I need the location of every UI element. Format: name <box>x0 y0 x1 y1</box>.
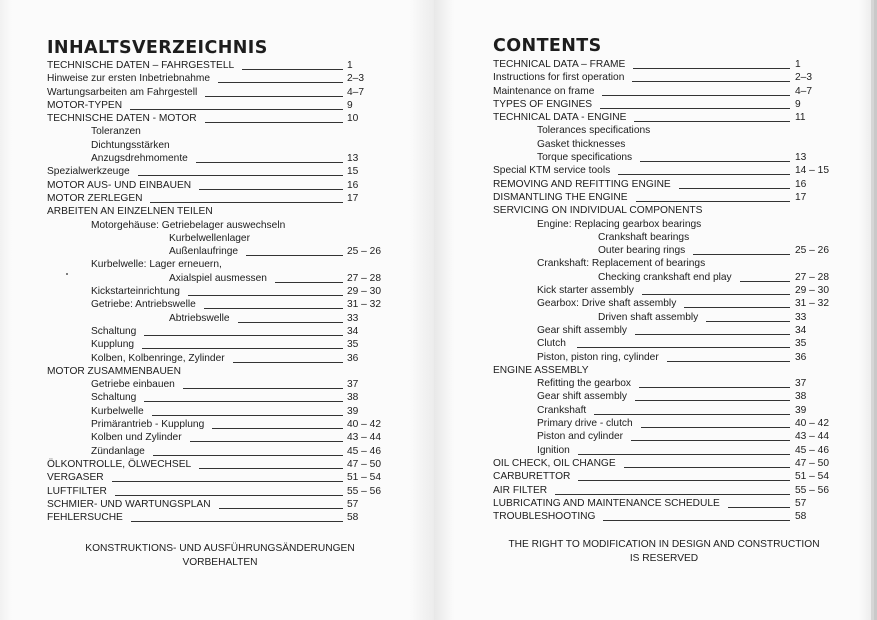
leader-line <box>594 414 790 415</box>
leader-line <box>153 455 343 456</box>
leader-line <box>219 508 343 509</box>
toc-entry-title: DISMANTLING THE ENGINE <box>493 191 628 203</box>
toc-entry <box>434 191 874 204</box>
toc-entry-title: Clutch <box>537 338 566 350</box>
toc-entry-title: Toleranzen <box>91 126 141 138</box>
toc-entry-title: FEHLERSUCHE <box>47 512 123 524</box>
toc-entry <box>434 457 874 470</box>
toc-entry-pages: 13 <box>347 153 359 165</box>
toc-entry-pages: 13 <box>795 152 807 164</box>
toc-entry-pages: 15 <box>347 166 359 178</box>
toc-entry-title: ÖLKONTROLLE, ÖLWECHSEL <box>47 458 192 470</box>
toc-entry <box>0 378 434 391</box>
toc-entry-title: REMOVING AND REFITTING ENGINE <box>493 178 671 190</box>
print-speck <box>66 273 68 275</box>
toc-entry-title: Engine: Replacing gearbox bearings <box>537 218 702 230</box>
toc-entry-title: LUFTFILTER <box>47 485 107 497</box>
toc-entry-pages: 45 – 46 <box>795 444 829 456</box>
toc-entry-pages: 16 <box>347 179 359 191</box>
toc-entry-title: Kickstarteinrichtung <box>91 286 180 298</box>
toc-entry-pages: 47 – 50 <box>795 457 829 469</box>
toc-entry-title: TECHNICAL DATA - ENGINE <box>493 112 627 124</box>
toc-entry <box>434 364 874 377</box>
leader-line <box>640 161 790 162</box>
toc-entry-pages: 4–7 <box>795 85 812 97</box>
leader-line <box>679 188 790 189</box>
toc-entry-title: LUBRICATING AND MAINTENANCE SCHEDULE <box>493 497 720 509</box>
toc-entry <box>0 86 434 99</box>
toc-entry <box>434 271 874 284</box>
toc-entry-title: CARBURETTOR <box>493 471 571 483</box>
toc-entry-title: Kurbelwelle: Lager erneuern, <box>91 259 222 271</box>
toc-entry-title: MOTOR ZERLEGEN <box>47 192 143 204</box>
leader-line <box>142 348 343 349</box>
toc-entry-pages: 55 – 56 <box>795 484 829 496</box>
toc-entry-title: Refitting the gearbox <box>537 378 632 390</box>
toc-entry-pages: 2–3 <box>795 72 812 84</box>
leader-line <box>115 495 343 496</box>
toc-entry-pages: 4–7 <box>347 86 364 98</box>
toc-entry <box>434 337 874 350</box>
toc-entry <box>434 98 874 111</box>
toc-entry-title: Schaltung <box>91 325 137 337</box>
leader-line <box>204 308 343 309</box>
toc-entry <box>0 245 434 258</box>
toc-entry-title: TECHNICAL DATA – FRAME <box>493 59 626 70</box>
leader-line <box>238 322 343 323</box>
toc-entry-title: Crankshaft: Replacement of bearings <box>537 258 706 270</box>
toc-entry-pages: 45 – 46 <box>347 445 381 457</box>
toc-entry-title: Axialspiel ausmessen <box>169 272 267 284</box>
toc-entry-title: Anzugsdrehmomente <box>91 153 188 165</box>
toc-entry-pages: 9 <box>347 99 353 111</box>
leader-line <box>199 468 343 469</box>
toc-entry-title: Crankshaft <box>537 404 587 416</box>
toc-entry-title: Kupplung <box>91 339 135 351</box>
toc-entry <box>0 445 434 458</box>
toc-entry-title: Getriebe: Antriebswelle <box>91 299 196 311</box>
leader-line <box>600 108 790 109</box>
toc-entry-title: Kick starter assembly <box>537 285 634 297</box>
leader-line <box>602 95 790 96</box>
toc-entry <box>434 204 874 217</box>
toc-entry <box>434 71 874 84</box>
footer-note <box>484 538 844 566</box>
toc-entry-pages: 58 <box>795 511 807 523</box>
leader-line <box>152 415 343 416</box>
toc-entry <box>0 219 434 232</box>
toc-entry-title: Getriebe einbauen <box>91 379 175 391</box>
toc-entry <box>434 404 874 417</box>
footer-note <box>40 542 400 570</box>
toc-entry <box>434 257 874 270</box>
leader-line <box>130 109 343 110</box>
leader-line <box>183 388 343 389</box>
toc-entry <box>0 112 434 125</box>
toc-entry <box>434 484 874 497</box>
toc-entry <box>434 510 874 523</box>
toc-entry-pages: 9 <box>795 98 801 110</box>
toc-entry-title: SCHMIER- UND WARTUNGSPLAN <box>47 498 211 510</box>
toc-entry-pages: 31 – 32 <box>795 298 829 310</box>
leader-line <box>144 335 343 336</box>
toc-entry-pages: 58 <box>347 512 359 524</box>
toc-entry-pages: 27 – 28 <box>347 272 381 284</box>
toc-entry-title: OIL CHECK, OIL CHANGE <box>493 457 616 469</box>
toc-entry <box>0 312 434 325</box>
toc-entry-pages: 34 <box>795 324 807 336</box>
leader-line <box>634 121 790 122</box>
leader-line <box>218 82 343 83</box>
toc-entry <box>0 485 434 498</box>
toc-entry <box>0 192 434 205</box>
toc-entry-title: Zündanlage <box>91 445 145 457</box>
toc-entry-title: TECHNISCHE DATEN - MOTOR <box>47 113 197 125</box>
leader-line <box>635 334 790 335</box>
toc-entry-title: Abtriebswelle <box>169 312 230 324</box>
toc-entry-pages: 2–3 <box>347 73 364 85</box>
toc-entry-title: Maintenance on frame <box>493 85 595 97</box>
toc-entry-title: Kurbelwelle <box>91 405 144 417</box>
leader-line <box>144 401 343 402</box>
toc-entry <box>434 85 874 98</box>
toc-entry <box>0 338 434 351</box>
toc-entry-pages: 16 <box>795 178 807 190</box>
leader-line <box>636 201 790 202</box>
toc-entry-title: AIR FILTER <box>493 484 548 496</box>
footer-line: KONSTRUKTIONS- UND AUSFÜHRUNGSÄNDERUNGEN <box>85 543 355 554</box>
toc-entry <box>0 232 434 245</box>
leader-line <box>205 122 343 123</box>
leader-line <box>578 454 790 455</box>
toc-entry <box>0 325 434 338</box>
toc-entry-title: Driven shaft assembly <box>598 311 699 323</box>
toc-list <box>0 59 434 524</box>
toc-entry-title: Wartungsarbeiten am Fahrgestell <box>47 86 198 98</box>
toc-entry-pages: 25 – 26 <box>347 246 381 258</box>
toc-entry-title: TECHNISCHE DATEN – FAHRGESTELL <box>47 60 235 71</box>
toc-entry-title: SERVICING ON INDIVIDUAL COMPONENTS <box>493 205 703 217</box>
toc-entry <box>0 139 434 152</box>
toc-entry-pages: 57 <box>795 497 807 509</box>
toc-list <box>434 58 874 523</box>
leader-line <box>196 162 343 163</box>
toc-entry <box>434 151 874 164</box>
toc-entry <box>0 285 434 298</box>
toc-entry-pages: 35 <box>795 338 807 350</box>
toc-entry <box>434 470 874 483</box>
toc-entry <box>434 218 874 231</box>
leader-line <box>624 467 790 468</box>
toc-entry-title: Gear shift assembly <box>537 324 628 336</box>
toc-entry <box>434 390 874 403</box>
toc-entry <box>0 99 434 112</box>
footer-line: IS RESERVED <box>629 553 699 564</box>
leader-line <box>233 362 343 363</box>
toc-entry-pages: 51 – 54 <box>347 472 381 484</box>
footer-line: THE RIGHT TO MODIFICATION IN DESIGN AND CONSTRUCTION <box>508 539 820 550</box>
toc-entry-title: ENGINE ASSEMBLY <box>493 364 589 376</box>
toc-entry-pages: 39 <box>795 404 807 416</box>
toc-entry-title: Gearbox: Drive shaft assembly <box>537 298 677 310</box>
leader-line <box>684 307 790 308</box>
toc-entry-title: Außenlaufringe <box>169 246 239 258</box>
toc-entry-pages: 17 <box>795 191 807 203</box>
leader-line <box>242 69 343 70</box>
toc-entry <box>0 498 434 511</box>
toc-entry-title: Checking crankshaft end play <box>598 271 732 283</box>
toc-entry <box>434 284 874 297</box>
toc-entry-title: MOTOR AUS- UND EINBAUEN <box>47 179 192 191</box>
page-heading: INHALTSVERZEICHNIS <box>47 38 268 58</box>
toc-entry-title: Piston, piston ring, cylinder <box>537 351 659 363</box>
toc-entry-pages: 1 <box>347 60 353 71</box>
leader-line <box>578 480 790 481</box>
leader-line <box>635 400 790 401</box>
toc-entry-pages: 14 – 15 <box>795 165 829 177</box>
toc-entry <box>434 178 874 191</box>
toc-entry-pages: 27 – 28 <box>795 271 829 283</box>
toc-entry <box>0 352 434 365</box>
toc-entry-pages: 57 <box>347 498 359 510</box>
toc-entry-title: Primärantrieb - Kupplung <box>91 419 205 431</box>
toc-entry-title: Outer bearing rings <box>598 245 686 257</box>
toc-entry <box>434 138 874 151</box>
toc-entry-pages: 25 – 26 <box>795 245 829 257</box>
toc-entry-pages: 33 <box>347 312 359 324</box>
toc-entry <box>0 298 434 311</box>
toc-entry <box>434 231 874 244</box>
toc-entry <box>434 351 874 364</box>
toc-entry <box>434 297 874 310</box>
right-page <box>434 0 874 620</box>
toc-entry-title: TROUBLESHOOTING <box>493 511 596 523</box>
leader-line <box>205 96 343 97</box>
toc-entry <box>0 365 434 378</box>
left-page <box>0 0 434 620</box>
leader-line <box>212 428 343 429</box>
toc-entry-title: Crankshaft bearings <box>598 231 690 243</box>
toc-entry <box>0 125 434 138</box>
toc-entry <box>0 405 434 418</box>
toc-entry-title: Primary drive - clutch <box>537 418 633 430</box>
toc-entry <box>0 431 434 444</box>
toc-entry-pages: 40 – 42 <box>795 418 829 430</box>
leader-line <box>633 68 790 69</box>
leader-line <box>639 387 790 388</box>
toc-entry <box>0 59 434 72</box>
toc-entry-title: Kolben, Kolbenringe, Zylinder <box>91 352 225 364</box>
leader-line <box>138 175 343 176</box>
toc-entry <box>0 471 434 484</box>
toc-entry <box>434 244 874 257</box>
toc-entry <box>0 72 434 85</box>
toc-entry-pages: 17 <box>347 192 359 204</box>
leader-line <box>555 494 790 495</box>
leader-line <box>150 202 343 203</box>
leader-line <box>641 427 790 428</box>
toc-entry-pages: 31 – 32 <box>347 299 381 311</box>
toc-entry-pages: 36 <box>795 351 807 363</box>
leader-line <box>199 189 343 190</box>
toc-entry-title: Tolerances specifications <box>537 125 651 137</box>
toc-entry <box>434 124 874 137</box>
toc-entry <box>434 164 874 177</box>
toc-entry <box>0 205 434 218</box>
toc-entry-title: Torque specifications <box>537 152 633 164</box>
toc-entry <box>0 152 434 165</box>
toc-entry-pages: 35 <box>347 339 359 351</box>
toc-entry-title: Hinweise zur ersten Inbetriebnahme <box>47 73 211 85</box>
toc-entry-pages: 47 – 50 <box>347 458 381 470</box>
toc-entry-title: Dichtungsstärken <box>91 139 170 151</box>
toc-entry <box>434 58 874 71</box>
leader-line <box>112 481 343 482</box>
toc-entry-pages: 51 – 54 <box>795 471 829 483</box>
toc-entry-title: Special KTM service tools <box>493 165 611 177</box>
toc-entry-pages: 55 – 56 <box>347 485 381 497</box>
leader-line <box>667 361 790 362</box>
page-edge <box>871 0 874 620</box>
toc-entry <box>434 497 874 510</box>
footer-line: VORBEHALTEN <box>182 557 258 568</box>
toc-entry <box>434 111 874 124</box>
leader-line <box>275 282 343 283</box>
leader-line <box>246 255 343 256</box>
leader-line <box>632 81 790 82</box>
leader-line <box>642 294 790 295</box>
toc-entry <box>434 430 874 443</box>
leader-line <box>188 295 343 296</box>
toc-entry-pages: 40 – 42 <box>347 419 381 431</box>
toc-entry-pages: 1 <box>795 59 801 70</box>
toc-entry-title: MOTOR ZUSAMMENBAUEN <box>47 365 181 377</box>
toc-entry <box>434 311 874 324</box>
toc-entry-pages: 39 <box>347 405 359 417</box>
leader-line <box>131 521 343 522</box>
toc-entry-title: Kurbelwellenlager <box>169 232 250 244</box>
toc-entry <box>0 165 434 178</box>
toc-entry-title: Ignition <box>537 444 570 456</box>
toc-entry-pages: 37 <box>795 378 807 390</box>
toc-entry <box>434 324 874 337</box>
toc-entry-title: Kolben und Zylinder <box>91 432 182 444</box>
leader-line <box>190 441 343 442</box>
leader-line <box>706 321 790 322</box>
toc-entry <box>0 458 434 471</box>
toc-entry-pages: 37 <box>347 379 359 391</box>
toc-entry-pages: 29 – 30 <box>795 285 829 297</box>
toc-entry <box>0 391 434 404</box>
leader-line <box>631 440 790 441</box>
toc-entry <box>434 417 874 430</box>
leader-line <box>577 347 790 348</box>
toc-entry-title: Piston and cylinder <box>537 431 624 443</box>
toc-entry-pages: 11 <box>795 112 806 124</box>
toc-entry-title: Motorgehäuse: Getriebelager auswechseln <box>91 219 286 231</box>
leader-line <box>740 281 790 282</box>
toc-entry-title: Instructions for first operation <box>493 72 625 84</box>
toc-entry-pages: 43 – 44 <box>795 431 829 443</box>
leader-line <box>618 174 790 175</box>
toc-entry-pages: 38 <box>795 391 807 403</box>
toc-entry-pages: 34 <box>347 325 359 337</box>
toc-entry <box>0 258 434 271</box>
toc-entry-title: VERGASER <box>47 472 104 484</box>
toc-entry-title: Spezialwerkzeuge <box>47 166 130 178</box>
toc-entry-title: Gear shift assembly <box>537 391 628 403</box>
toc-entry-pages: 33 <box>795 311 807 323</box>
toc-entry-title: ARBEITEN AN EINZELNEN TEILEN <box>47 206 213 218</box>
toc-entry <box>0 179 434 192</box>
toc-entry-pages: 38 <box>347 392 359 404</box>
toc-entry-pages: 43 – 44 <box>347 432 381 444</box>
toc-entry-title: MOTOR-TYPEN <box>47 99 123 111</box>
toc-entry-title: Schaltung <box>91 392 137 404</box>
toc-entry <box>434 377 874 390</box>
toc-entry-title: Gasket thicknesses <box>537 138 626 150</box>
toc-entry-title: TYPES OF ENGINES <box>493 98 593 110</box>
toc-entry-pages: 29 – 30 <box>347 286 381 298</box>
leader-line <box>603 520 790 521</box>
toc-entry-pages: 10 <box>347 113 359 125</box>
toc-entry <box>434 444 874 457</box>
leader-line <box>693 254 790 255</box>
toc-entry <box>0 418 434 431</box>
toc-entry <box>0 511 434 524</box>
toc-entry-pages: 36 <box>347 352 359 364</box>
leader-line <box>728 507 790 508</box>
page-heading: CONTENTS <box>493 36 602 56</box>
